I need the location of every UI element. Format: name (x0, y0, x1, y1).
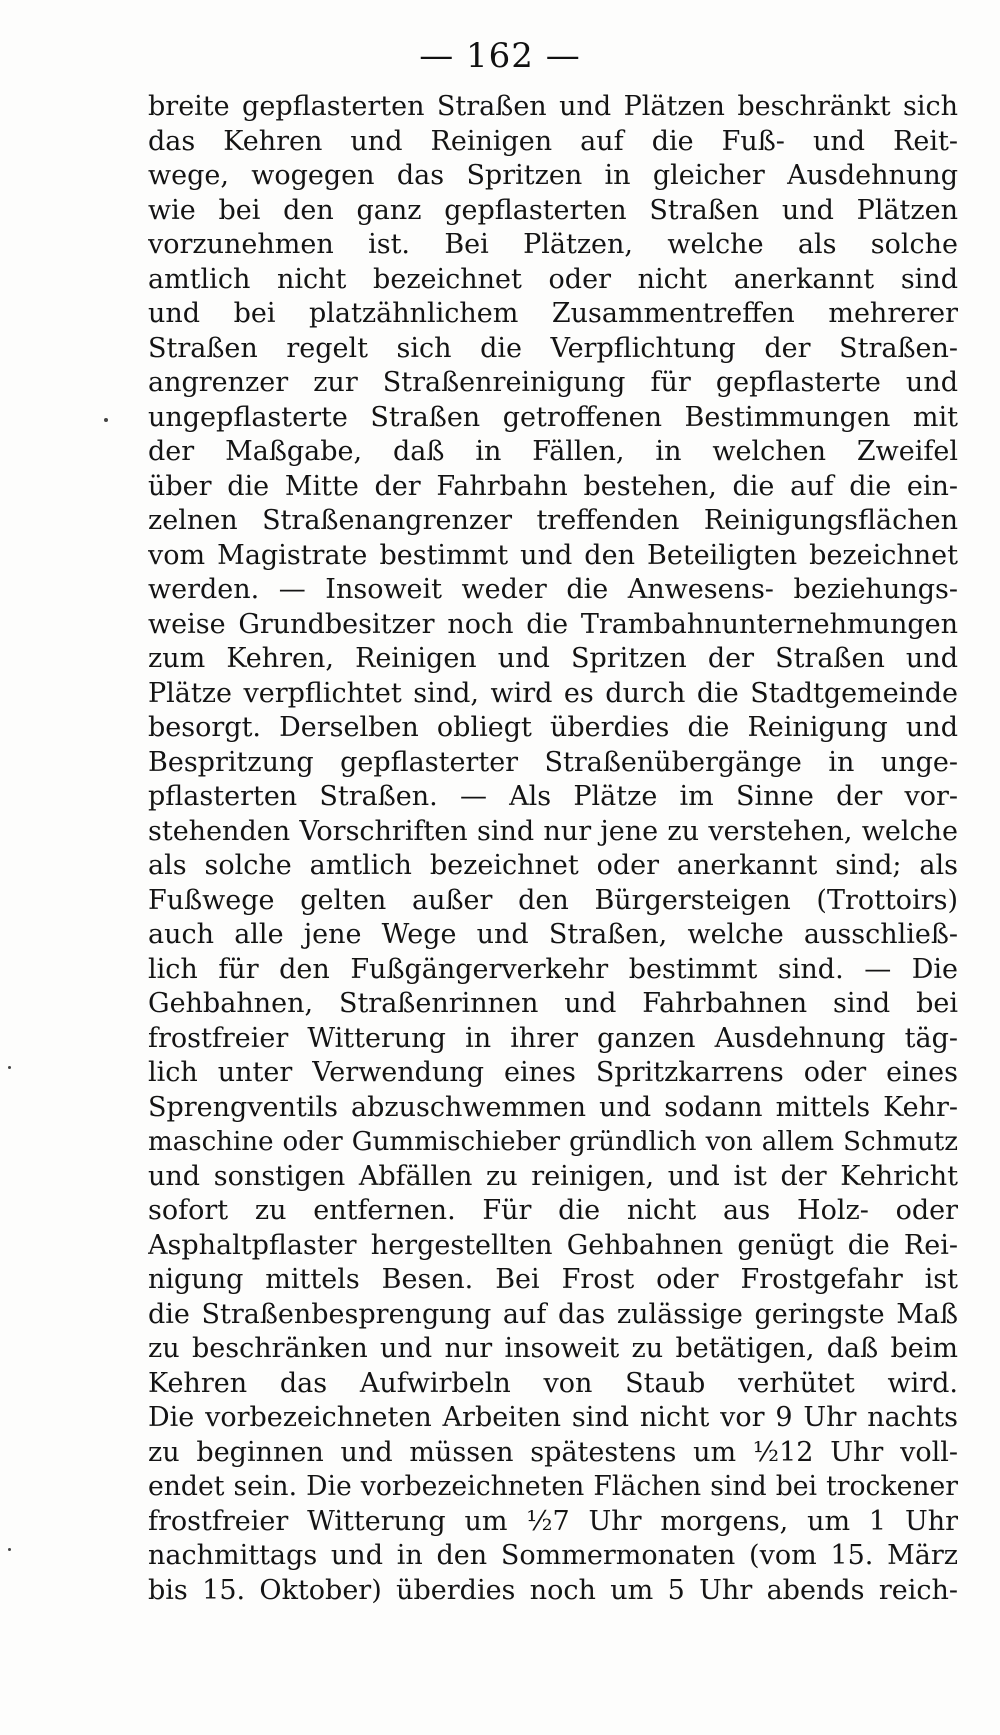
text-line: lich für den Fußgängerverkehr bestimmt sind. — Die (148, 953, 958, 985)
text-line: ungepflasterte Straßen getroffenen Bestimmungen mit (148, 401, 958, 433)
text-line: Fußwege gelten außer den Bürgersteigen (Trottoirs) (148, 884, 958, 916)
text-line: Straßen regelt sich die Verpflichtung der Straßen- (148, 332, 958, 364)
text-line: endet sein. Die vorbezeichneten Flächen sind bei trockener (148, 1471, 958, 1502)
text-line: frostfreier Witterung um ½7 Uhr morgens, um 1 Uhr (148, 1505, 958, 1537)
text-line: Sprengventils abzuschwemmen und sodann mittels Kehr- (148, 1091, 958, 1123)
text-line: zu beginnen und müssen spätestens um ½12 Uhr voll- (148, 1436, 958, 1468)
text-line: stehenden Vorschriften sind nur jene zu verstehen, welche (148, 815, 958, 847)
text-line: der Maßgabe, daß in Fällen, in welchen Zweifel (148, 436, 958, 467)
text-line: Gehbahnen, Straßenrinnen und Fahrbahnen sind bei (148, 988, 958, 1019)
text-line: vorzunehmen ist. Bei Plätzen, welche als solche (148, 229, 958, 260)
text-line: zu beschränken und nur insoweit zu betätigen, daß beim (148, 1333, 958, 1364)
text-line: Bespritzung gepflasterter Straßenübergänge in unge- (148, 746, 958, 778)
text-line: Kehren das Aufwirbeln von Staub verhütet wird. (148, 1367, 958, 1399)
text-line: weise Grundbesitzer noch die Trambahnunternehmungen (148, 608, 958, 640)
text-line: zum Kehren, Reinigen und Spritzen der Straßen und (148, 643, 958, 674)
text-line: nachmittags und in den Sommermonaten (vom 15. März (148, 1540, 958, 1571)
text-line: das Kehren und Reinigen auf die Fuß- und Reit- (148, 125, 958, 157)
text-line: amtlich nicht bezeichnet oder nicht anerkannt sind (148, 263, 958, 295)
text-line: und sonstigen Abfällen zu reinigen, und ist der Kehricht (148, 1160, 958, 1192)
text-line: und bei platzähnlichem Zusammentreffen mehrerer (148, 298, 958, 329)
text-line: maschine oder Gummischieber gründlich von allem Schmutz (148, 1127, 958, 1157)
text-line: besorgt. Derselben obliegt überdies die Reinigung und (148, 712, 958, 743)
text-line: Asphaltpflaster hergestellten Gehbahnen genügt die Rei- (148, 1229, 958, 1261)
text-line: nigung mittels Besen. Bei Frost oder Frostgefahr ist (148, 1264, 958, 1295)
body-text (148, 90, 958, 1608)
page-number: — 162 — (419, 36, 581, 76)
text-line: angrenzer zur Straßenreinigung für gepflasterte und (148, 367, 958, 398)
text-line: vom Magistrate bestimmt und den Beteiligten bezeichnet (148, 539, 958, 571)
text-line: Die vorbezeichneten Arbeiten sind nicht vor 9 Uhr nachts (148, 1402, 958, 1433)
text-line: über die Mitte der Fahrbahn bestehen, die auf die ein- (148, 470, 958, 502)
margin-speck (8, 1548, 11, 1551)
margin-speck (104, 418, 108, 422)
margin-speck (8, 1066, 11, 1069)
text-line: sofort zu entfernen. Für die nicht aus Holz- oder (148, 1195, 958, 1226)
text-line: breite gepflasterten Straßen und Plätzen beschränkt sich (148, 91, 958, 122)
text-line: zelnen Straßenangrenzer treffenden Reinigungsflächen (148, 505, 958, 536)
text-line: die Straßenbesprengung auf das zulässige geringste Maß (148, 1298, 958, 1330)
text-line: werden. — Insoweit weder die Anwesens- beziehungs- (148, 574, 958, 605)
text-line: bis 15. Oktober) überdies noch um 5 Uhr abends reich- (148, 1574, 958, 1606)
text-line: lich unter Verwendung eines Spritzkarrens oder eines (148, 1057, 958, 1088)
text-line: wie bei den ganz gepflasterten Straßen und Plätzen (148, 194, 958, 226)
text-line: frostfreier Witterung in ihrer ganzen Ausdehnung täg- (148, 1022, 958, 1054)
text-line: wege, wogegen das Spritzen in gleicher Ausdehnung (148, 160, 958, 191)
text-line: pflasterten Straßen. — Als Plätze im Sinne der vor- (148, 781, 958, 812)
text-line: auch alle jene Wege und Straßen, welche ausschließ- (148, 919, 958, 950)
text-line: als solche amtlich bezeichnet oder anerkannt sind; als (148, 850, 958, 881)
text-line: Plätze verpflichtet sind, wird es durch die Stadtgemeinde (148, 677, 958, 709)
